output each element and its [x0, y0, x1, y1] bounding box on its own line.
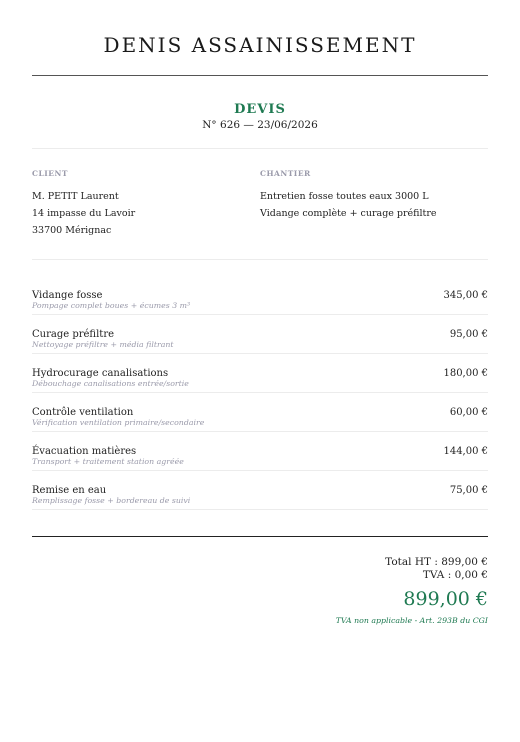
line-item-description: Pompage complet boues + écumes 3 m³: [32, 301, 191, 310]
line-item-label: Hydrocurage canalisations: [32, 368, 169, 379]
totals-divider: [32, 536, 488, 537]
total-ht: Total HT : 899,00 €: [385, 556, 488, 568]
chantier-line-1: Entretien fosse toutes eaux 3000 L: [260, 191, 429, 202]
line-item: [32, 276, 488, 315]
line-item-amount: 95,00 €: [449, 329, 488, 340]
line-item-description: Remplissage fosse + bordereau de suivi: [32, 496, 191, 505]
chantier-block: [260, 169, 488, 239]
client-block: [32, 169, 260, 239]
client-city: 33700 Mérignac: [32, 225, 112, 236]
client-label: CLIENT: [32, 169, 68, 178]
line-item: [32, 393, 488, 432]
line-item-label: Contrôle ventilation: [32, 407, 134, 418]
line-item: [32, 432, 488, 471]
header-divider: [32, 75, 488, 76]
chantier-label: CHANTIER: [260, 169, 311, 178]
line-item-amount: 60,00 €: [449, 407, 488, 418]
line-item: [32, 354, 488, 393]
company-name: DENIS ASSAINISSEMENT: [103, 33, 417, 57]
line-item-label: Curage préfiltre: [32, 329, 115, 340]
line-item-description: Débouchage canalisations entrée/sortie: [32, 379, 189, 388]
line-item-description: Nettoyage préfiltre + média filtrant: [32, 340, 174, 349]
tva-amount: TVA : 0,00 €: [422, 569, 488, 581]
parties-section: [32, 148, 488, 260]
line-item-amount: 345,00 €: [443, 290, 488, 301]
line-item-label: Vidange fosse: [32, 290, 103, 301]
quote-document: [32, 0, 488, 626]
document-number-date: N° 626 — 23/06/2026: [202, 119, 318, 131]
client-street: 14 impasse du Lavoir: [32, 208, 136, 219]
line-item-label: Évacuation matières: [32, 446, 137, 457]
grand-total: 899,00 €: [403, 588, 488, 610]
line-item-description: Vérification ventilation primaire/secondaire: [32, 418, 205, 427]
line-item: [32, 315, 488, 354]
document-type: DEVIS: [234, 102, 286, 117]
line-items: [32, 276, 488, 510]
client-name: M. PETIT Laurent: [32, 191, 119, 202]
totals-block: [32, 556, 488, 626]
vat-exemption-note: TVA non applicable - Art. 293B du CGI: [335, 616, 488, 625]
line-item-label: Remise en eau: [32, 485, 107, 496]
line-item: [32, 471, 488, 510]
line-item-amount: 75,00 €: [449, 485, 488, 496]
line-item-description: Transport + traitement station agréée: [32, 457, 184, 466]
line-item-amount: 180,00 €: [443, 368, 488, 379]
chantier-line-2: Vidange complète + curage préfiltre: [260, 208, 437, 219]
line-item-amount: 144,00 €: [443, 446, 488, 457]
